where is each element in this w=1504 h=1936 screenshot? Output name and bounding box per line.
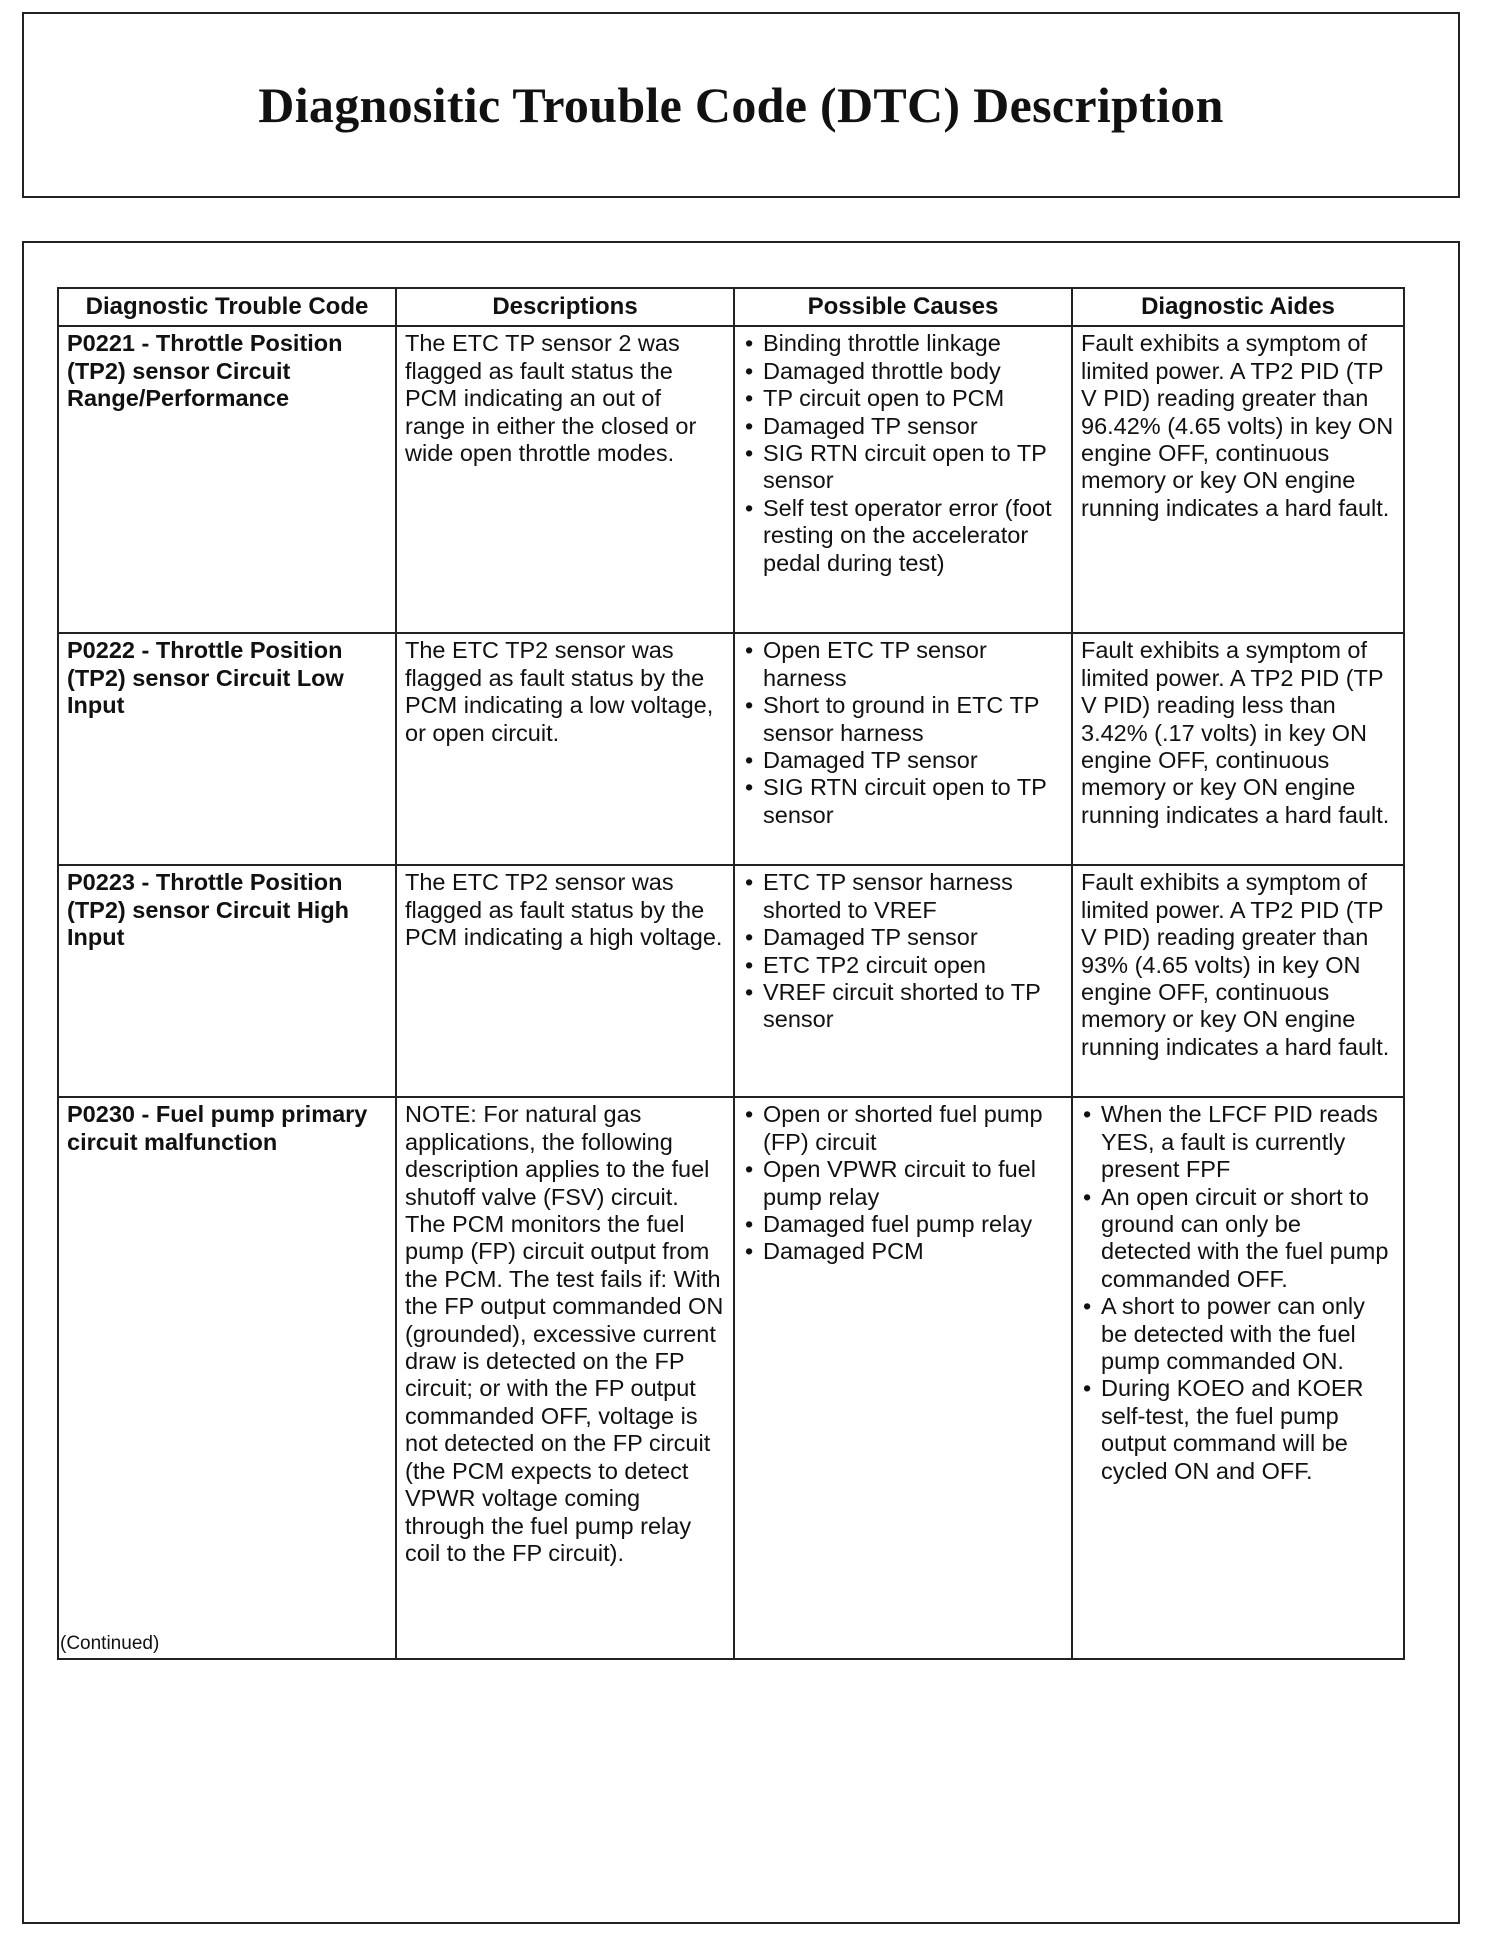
table-header-row <box>58 288 1404 326</box>
aides-text: Fault exhibits a symptom of limited power. A TP2 PID (TP V PID) reading greater than 96.42% (4.65 volts) in key ON engine OFF, continuous memory or key ON engine running indicates a hard fault. <box>1081 330 1394 521</box>
dtc-code-cell: P0221 - Throttle Position (TP2) sensor Circuit Range/Performance <box>58 326 396 633</box>
possible-causes-cell <box>734 633 1072 865</box>
list-item: • Binding throttle linkage <box>743 330 1063 357</box>
page-title: Diagnositic Trouble Code (DTC) Description <box>258 77 1224 133</box>
list-item: • SIG RTN circuit open to TP sensor <box>743 774 1063 829</box>
description-cell <box>396 326 734 633</box>
list-item: • Damaged TP sensor <box>743 747 1063 774</box>
diagnostic-aides-cell <box>1072 865 1404 1097</box>
description-cell <box>396 1097 734 1659</box>
causes-list <box>743 1101 1063 1265</box>
list-item: • VREF circuit shorted to TP sensor <box>743 979 1063 1034</box>
list-item: • Open or shorted fuel pump (FP) circuit <box>743 1101 1063 1156</box>
list-item: • Self test operator error (foot resting on the accelerator pedal during test) <box>743 495 1063 577</box>
table-body <box>58 326 1404 1659</box>
list-item: • Damaged fuel pump relay <box>743 1211 1063 1238</box>
list-item: • An open circuit or short to ground can only be detected with the fuel pump commanded OFF. <box>1081 1184 1395 1294</box>
description-cell <box>396 633 734 865</box>
possible-causes-cell <box>734 1097 1072 1659</box>
list-item: • Short to ground in ETC TP sensor harness <box>743 692 1063 747</box>
table-row <box>58 865 1404 1097</box>
table-row <box>58 326 1404 633</box>
causes-list <box>743 869 1063 1033</box>
list-item: • SIG RTN circuit open to TP sensor <box>743 440 1063 495</box>
aides-text: Fault exhibits a symptom of limited power. A TP2 PID (TP V PID) reading greater than 93% (4.65 volts) in key ON engine OFF, continuous memory or key ON engine running indicates a hard fault. <box>1081 869 1390 1060</box>
continued-note: (Continued) <box>60 1633 160 1654</box>
aides-text: Fault exhibits a symptom of limited power. A TP2 PID (TP V PID) reading less than 3.42% (.17 volts) in key ON engine OFF, continuous memory or key ON engine running indicates a hard fault. <box>1081 637 1390 828</box>
possible-causes-cell <box>734 326 1072 633</box>
dtc-table <box>57 287 1405 1660</box>
list-item: • ETC TP2 circuit open <box>743 952 1063 979</box>
main-content-box <box>22 241 1460 1924</box>
list-item: • Damaged throttle body <box>743 358 1063 385</box>
causes-list <box>743 637 1063 829</box>
description-cell <box>396 865 734 1097</box>
list-item: • Damaged TP sensor <box>743 413 1063 440</box>
diagnostic-aides-cell <box>1072 1097 1404 1659</box>
dtc-code-cell: P0223 - Throttle Position (TP2) sensor Circuit High Input <box>58 865 396 1097</box>
dtc-code-cell: P0222 - Throttle Position (TP2) sensor Circuit Low Input <box>58 633 396 865</box>
list-item: • During KOEO and KOER self-test, the fuel pump output command will be cycled ON and OFF. <box>1081 1375 1395 1485</box>
diagnostic-aides-cell <box>1072 633 1404 865</box>
diagnostic-aides-cell <box>1072 326 1404 633</box>
table-row <box>58 633 1404 865</box>
aides-list <box>1081 1101 1395 1485</box>
possible-causes-cell <box>734 865 1072 1097</box>
list-item: • TP circuit open to PCM <box>743 385 1063 412</box>
dtc-code-cell: P0230 - Fuel pump primary circuit malfunction <box>58 1097 396 1659</box>
description-paragraph: The PCM monitors the fuel pump (FP) circuit output from the PCM. The test fails if: With the FP output commanded ON (grounded), excessive current draw is detected on the FP circuit; or with the FP output commanded OFF, voltage is not detected on the FP circuit (the PCM expects to detect VPWR voltage coming through the fuel pump relay coil to the FP circuit). <box>405 1211 724 1566</box>
table-row <box>58 1097 1404 1659</box>
description-paragraph: The ETC TP sensor 2 was flagged as fault status the PCM indicating an out of range in either the closed or wide open throttle modes. <box>405 330 697 467</box>
list-item: • Open VPWR circuit to fuel pump relay <box>743 1156 1063 1211</box>
list-item: • ETC TP sensor harness shorted to VREF <box>743 869 1063 924</box>
description-paragraph: The ETC TP2 sensor was flagged as fault status by the PCM indicating a high voltage. <box>405 869 723 951</box>
title-box <box>22 12 1460 198</box>
description-paragraph: The ETC TP2 sensor was flagged as fault status by the PCM indicating a low voltage, or open circuit. <box>405 637 714 746</box>
list-item: • Damaged TP sensor <box>743 924 1063 951</box>
list-item: • Open ETC TP sensor harness <box>743 637 1063 692</box>
list-item: • When the LFCF PID reads YES, a fault is currently present FPF <box>1081 1101 1395 1183</box>
header-possible-causes: Possible Causes <box>734 288 1072 326</box>
description-paragraph: NOTE: For natural gas applications, the following description applies to the fuel shutoff valve (FSV) circuit. <box>405 1101 710 1210</box>
header-diagnostic-aides: Diagnostic Aides <box>1072 288 1404 326</box>
header-descriptions: Descriptions <box>396 288 734 326</box>
list-item: • Damaged PCM <box>743 1238 1063 1265</box>
causes-list <box>743 330 1063 577</box>
header-code: Diagnostic Trouble Code <box>58 288 396 326</box>
list-item: • A short to power can only be detected with the fuel pump commanded ON. <box>1081 1293 1395 1375</box>
